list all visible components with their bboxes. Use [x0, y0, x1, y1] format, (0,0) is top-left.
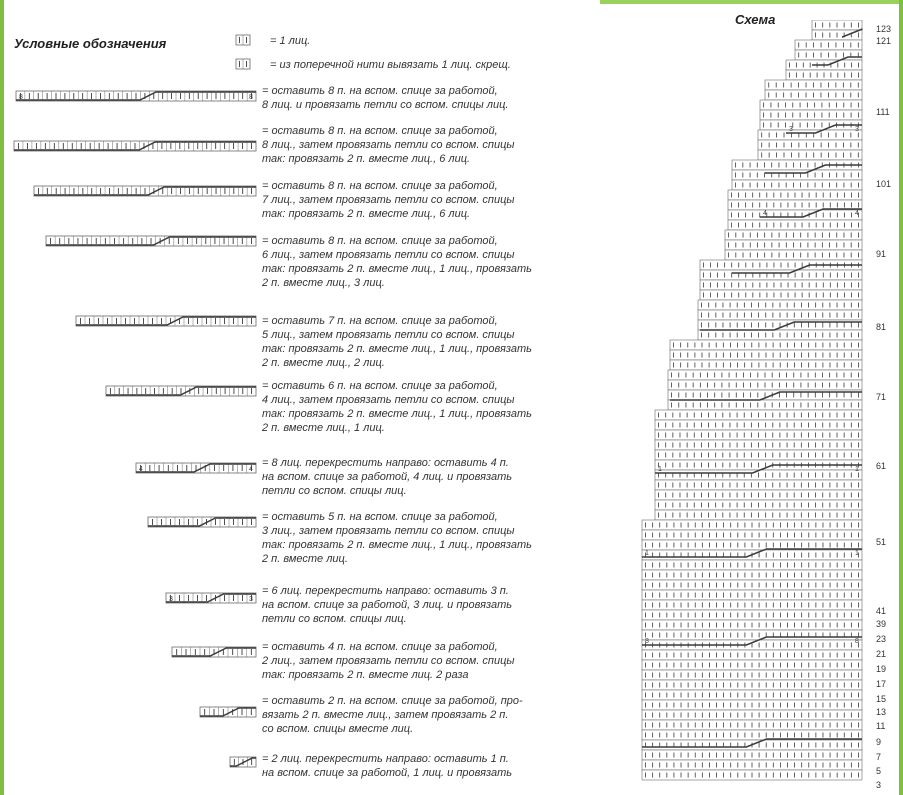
legend-entry-text: = оставить 8 п. на вспом. спице за работой, 8 лиц., затем провязать петли со вспом. спицы так: провязать 2 п. вместе лиц., 6 лиц.	[262, 125, 515, 165]
legend-entry-text: = оставить 7 п. на вспом. спице за работой, 5 лиц., затем провязать петли со вспом. спицы так: провязать 2 п. вместе лиц., 1 лиц., провязать 2 п. вместе лиц., 2 лиц.	[262, 315, 532, 369]
chart-cable-count: 8	[645, 638, 649, 645]
chart-cable-count: 4	[763, 210, 767, 217]
row-number: 9	[876, 737, 882, 747]
row-number: 123	[876, 24, 892, 34]
row-number: 61	[876, 461, 887, 471]
chart-cable-count: 4	[855, 210, 859, 217]
legend-title: Условные обозначения	[14, 36, 167, 51]
chart-cable-count: 1	[855, 550, 859, 557]
row-number: 7	[876, 752, 882, 762]
legend-entry-text: = оставить 2 п. на вспом. спице за работой, про- вязать 2 п. вместе лиц., затем провязать 2 п. со вспом. спицы вместе лиц.	[262, 695, 523, 735]
legend-entry-text: = оставить 8 п. на вспом. спице за работой, 8 лиц. и провязать петли со вспом. спицы лиц.	[262, 85, 509, 111]
legend-entry-text: = 6 лиц. перекрестить направо: оставить 3 п. на вспом. спице за работой, 3 лиц. и провязать петли со вспом. спицы лиц.	[262, 585, 513, 625]
scheme-title: Схема	[735, 12, 776, 27]
row-number: 51	[876, 537, 887, 547]
chart-cable-count: 3	[789, 126, 793, 133]
row-number: 101	[876, 179, 892, 189]
row-number: 71	[876, 392, 887, 402]
legend-cable-count: 8	[19, 94, 23, 101]
row-number: 41	[876, 606, 887, 616]
row-number: 11	[876, 721, 886, 731]
legend-entry-text: = из поперечной нити вывязать 1 лиц. скрещ.	[270, 59, 511, 71]
row-number: 3	[876, 780, 882, 790]
row-number: 13	[876, 707, 887, 717]
row-number: 111	[876, 107, 890, 117]
legend-entry-text: = 8 лиц. перекрестить направо: оставить 4 п. на вспом. спице за работой, 4 лиц. и провязать петли со вспом. спицы лиц.	[262, 457, 513, 497]
legend-entry-text: = оставить 5 п. на вспом. спице за работой, 3 лиц., затем провязать петли со вспом. спицы так: провязать 2 п. вместе лиц., 1 лиц., провязать 2 п. вместе лиц.	[262, 511, 532, 565]
chart-cable-count: 8	[855, 638, 859, 645]
row-number: 21	[876, 649, 887, 659]
legend-cable-count: 3	[249, 596, 253, 603]
row-number: 19	[876, 664, 887, 674]
row-number: 91	[876, 249, 887, 259]
row-number: 23	[876, 634, 887, 644]
chart-cable-count: 1	[658, 466, 662, 473]
chart-cable-count: 1	[645, 550, 649, 557]
chart-cable-count: 3	[855, 126, 859, 133]
legend-entry-text: = оставить 4 п. на вспом. спице за работой, 2 лиц., затем провязать петли со вспом. спицы так: провязать 2 п. вместе лиц. 2 раза	[262, 641, 515, 681]
legend-entry-text: = оставить 6 п. на вспом. спице за работой, 4 лиц., затем провязать петли со вспом. спицы так: провязать 2 п. вместе лиц., 1 лиц., провязать 2 п. вместе лиц., 1 лиц.	[262, 380, 532, 434]
chart-cable-count: 1	[855, 466, 859, 473]
row-number: 81	[876, 322, 887, 332]
row-number: 121	[876, 36, 892, 46]
row-number: 15	[876, 694, 887, 704]
legend-cable-count: 3	[169, 596, 173, 603]
legend-entry-text: = 2 лиц. перекрестить направо: оставить 1 п. на вспом. спице за работой, 1 лиц. и провязать	[262, 753, 513, 779]
row-number: 39	[876, 619, 887, 629]
legend-cable-count: 4	[249, 466, 253, 473]
legend-entry-text: = оставить 8 п. на вспом. спице за работой, 7 лиц., затем провязать петли со вспом. спицы так: провязать 2 п. вместе лиц., 6 лиц.	[262, 180, 515, 220]
row-number: 17	[876, 679, 887, 689]
legend-entry-text: = оставить 8 п. на вспом. спице за работой, 6 лиц., затем провязать петли со вспом. спицы так: провязать 2 п. вместе лиц., 1 лиц., провязать 2 п. вместе лиц., 3 лиц.	[262, 235, 532, 289]
legend-cable-count: 4	[139, 466, 143, 473]
row-number: 5	[876, 766, 882, 776]
legend-entry-text: = 1 лиц.	[270, 35, 311, 47]
legend-cable-count: 8	[249, 94, 253, 101]
